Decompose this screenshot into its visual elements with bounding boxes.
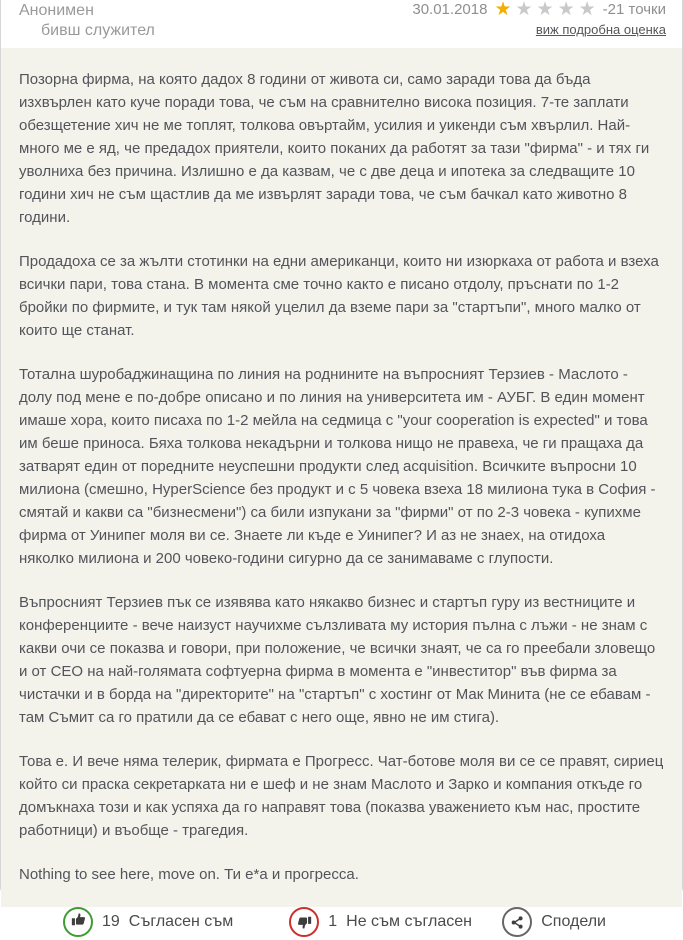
star-rating <box>494 1 595 18</box>
share-circle <box>502 907 532 937</box>
star-icon: ★ <box>578 0 596 20</box>
review-meta <box>412 1 666 39</box>
review-paragraph: Позорна фирма, на която дадох 8 години от живота си, само заради това да бъда изхвърлен като куче поради това, че съм на сравнително висока позиция. 7-те заплати обезщетение хич не ме топлят, толкова овъртайм, усилия и уикенди съм хвърлил. Най-много ме е яд, че предадох приятели, които поканих да работят за тази "фирма" - и тях ги уволниха без причина. Излишно е да казвам, че с две деца и ипотека за следващите 10 години хич не съм щастлив да ме извърлят заради това, че съм бачкал като животно 8 години. <box>19 71 650 226</box>
thumbs-up-circle <box>63 907 93 937</box>
star-icon: ★ <box>557 0 575 20</box>
review-paragraph: Това е. И вече няма телерик, фирмата е Прогресс. Чат-ботове моля ви се се правят, сириец който си праска секретарката ни е шеф и не знам Маслото и Зарко и компания откъде го домъкнаха този и как успяха да го направят това (показва уважението към нас, простите работници) и въобще - трагедия. <box>19 753 664 839</box>
share-button[interactable] <box>502 907 606 937</box>
star-icon: ★ <box>536 0 554 20</box>
agree-label: Съгласен съм <box>128 913 234 930</box>
disagree-count: 1 <box>328 913 338 930</box>
review-header <box>1 0 682 48</box>
agree-button[interactable] <box>63 907 233 937</box>
author-block <box>19 1 155 41</box>
review-date: 30.01.2018 <box>412 1 488 18</box>
review-paragraph: Продадоха се за жълти стотинки на едни американци, които ни изюркаха от работа и взеха всички пари, това стана. В момента сме точно както е писано отдолу, пръснати по 1-2 бройки по фирмите, и тук там някой уцелил да вземе пари за "стартъпи", много малко от които ще станат. <box>19 253 659 339</box>
star-icon: ★ <box>494 0 512 20</box>
review-paragraph: Nothing to see here, move on. Ти е*а и прогресса. <box>19 866 359 883</box>
review-body <box>1 48 682 907</box>
thumbs-down-circle <box>289 907 319 937</box>
review-paragraph: Тотална шуробаджинащина по линия на роднините на въпросният Терзиев - Маслото - долу под мене е по-добре описано и по линия на университета им - АУБГ. В един момент имаше хора, които писаха по 1-2 мейла на седмица с "your cooperation is expected" и това им беше приноса. Бяха толкова некадърни и толкова нищо не правеха, че ги пращаха да затварят един от поредните неуспешни продукти след acquisition. Всичките въпросни 10 милиона (смешно, HyperScience без продукт и с 5 човека взеха 18 милиона тука в София - смятай и какви са "бизнесмени") са били изпукани за "фирми" от по 2-3 човека - купихме фирма от Уинипег моля ви се. Знаете ли къде е Уинипег? И аз не знаех, на отидоха няколко милиона и 200 човеко-години сигурно да се занимаваме с глупости. <box>19 366 656 567</box>
thumbs-up-icon <box>71 912 86 932</box>
disagree-label: Не съм съгласен <box>346 913 472 930</box>
author-name: Анонимен <box>19 2 94 19</box>
agree-count: 19 <box>102 913 120 930</box>
author-role: бивш служител <box>41 22 155 39</box>
share-label: Сподели <box>541 913 606 930</box>
thumbs-down-icon <box>297 915 312 930</box>
detailed-rating-link[interactable]: виж подробна оценка <box>535 22 666 37</box>
review-footer <box>1 907 682 940</box>
disagree-button[interactable] <box>289 907 472 937</box>
share-icon <box>510 915 525 930</box>
review-paragraph: Въпросният Терзиев пък се изявява като някакво бизнес и стартъп гуру из вестниците и конференциите - вече наизуст научихме сълзливата му история пълна с лъжи - не знам с какви очи се показва и говори, при положение, че всички знаят, че са го преебали зловещо и от CEO на най-голямата софтуерна фирма в момента е "инвеститор" във фирма за чистачки и в борда на "директорите" на "стартъп" с хостинг от Мак Минита (не се ебавам - там Съмит са го пратили да се ебават с него още, явно не им стига). <box>19 594 656 726</box>
points-label: -21 точки <box>602 1 666 18</box>
star-icon: ★ <box>515 0 533 20</box>
